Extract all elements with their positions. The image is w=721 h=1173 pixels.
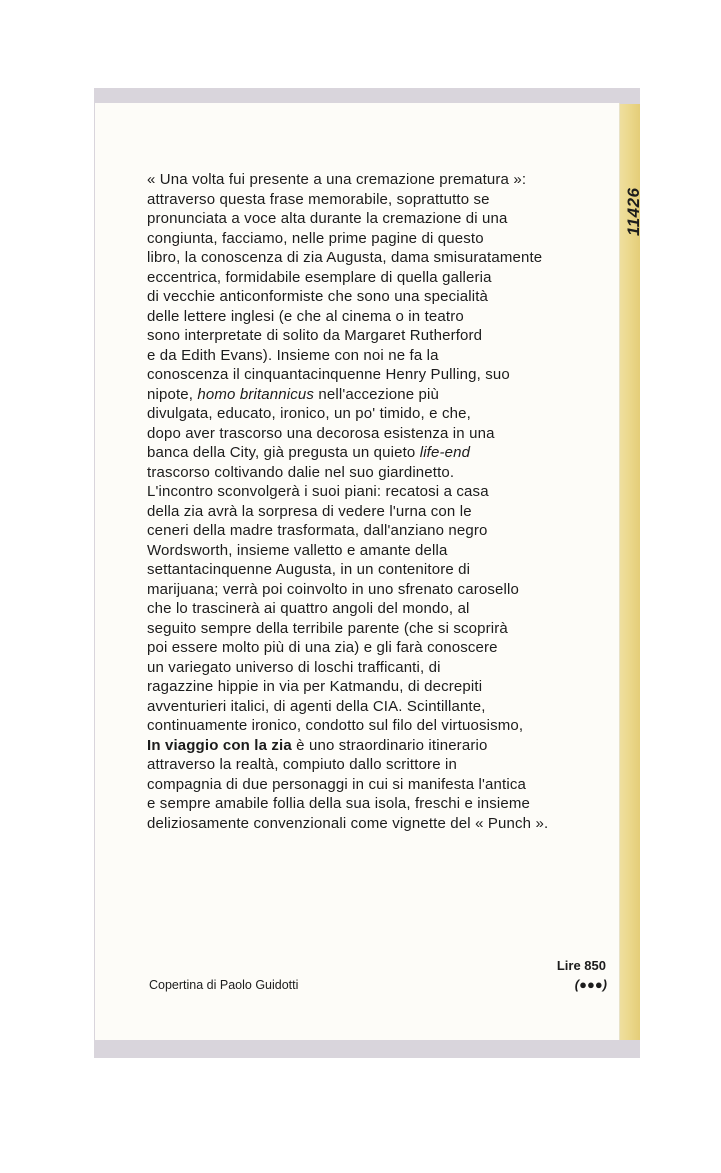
price-label: Lire 850 [556,958,606,973]
blurb-line: eccentrica, formidabile esemplare di quella galleria [147,268,492,286]
blurb-line: di vecchie anticonformiste che sono una specialità [147,288,489,305]
blurb-text-run: banca della City, già pregusta un quieto [147,444,420,461]
blurb-line: ragazzine hippie in via per Katmandu, di decrepiti [147,678,483,695]
blurb-line: divulgata, educato, ironico, un po' timido, e che, [147,405,471,422]
blurb-italic-run: homo britannicus [197,385,315,403]
blurb-line: libro, la conoscenza di zia Augusta, dama smisuratamente [147,249,543,266]
blurb-line: sono interpretate di solito da Margaret Rutherford [147,327,483,344]
blurb-line: attraverso la realtà, compiuto dallo scrittore in [147,756,457,773]
blurb-line: conoscenza il cinquantacinquenne Henry Pulling, suo [147,366,510,383]
price-code: (●●●) [574,977,607,992]
blurb-line: Wordsworth, insieme valletto e amante della [147,541,448,559]
blurb-line [147,736,617,756]
cover-credit: Copertina di Paolo Guidotti [149,978,299,992]
blurb-line: continuamente ironico, condotto sul filo del virtuosismo, [147,717,524,734]
blurb-line: attraverso questa frase memorabile, soprattutto se [147,190,490,208]
blurb-line: L'incontro sconvolgerà i suoi piani: recatosi a casa [147,483,489,500]
catalog-number: 11426 [624,187,643,236]
blurb-line: ceneri della madre trasformata, dall'anziano negro [147,522,488,539]
blurb-text [147,170,617,833]
blurb-text-run: nipote, [147,385,198,403]
blurb-line: e sempre amabile follia della sua isola, freschi e insieme [147,795,531,812]
blurb-line: e da Edith Evans). Insieme con noi ne fa la [147,346,439,364]
blurb-line: della zia avrà la sorpresa di vedere l'urna con le [147,502,472,520]
blurb-line: che lo trascinerà ai quattro angoli del mondo, al [147,600,470,617]
blurb-line: avventurieri italici, di agenti della CIA. Scintillante, [147,697,486,715]
blurb-italic-run: life-end [419,444,471,461]
book-title-bold: In viaggio con la zia [147,736,292,754]
blurb-line: pronunciata a voce alta durante la cremazione di una [147,210,508,227]
blurb-line: seguito sempre della terribile parente (che si scoprirà [147,619,508,637]
blurb-line: deliziosamente convenzionali come vignette del « Punch ». [147,814,549,832]
blurb-line: « Una volta fui presente a una cremazione prematura »: [147,171,527,188]
blurb-line: congiunta, facciamo, nelle prime pagine di questo [147,229,484,247]
blurb-line: poi essere molto più di una zia) e gli farà conoscere [147,639,498,656]
blurb-line: marijuana; verrà poi coinvolto in uno sfrenato carosello [147,580,519,598]
blurb-line: un variegato universo di loschi trafficanti, di [147,658,441,676]
blurb-text-run: è uno straordinario itinerario [291,736,488,754]
blurb-line [147,385,617,405]
blurb-line: trascorso coltivando dalie nel suo giardinetto. [147,463,455,481]
blurb-line: settantacinquenne Augusta, in un contenitore di [147,561,471,578]
blurb-line [147,443,617,463]
blurb-line: compagnia di due personaggi in cui si manifesta l'antica [147,775,526,793]
blurb-line: delle lettere inglesi (e che al cinema o in teatro [147,307,464,325]
blurb-text-run: nell'accezione più [314,385,440,403]
blurb-line: dopo aver trascorso una decorosa esistenza in una [147,424,495,442]
